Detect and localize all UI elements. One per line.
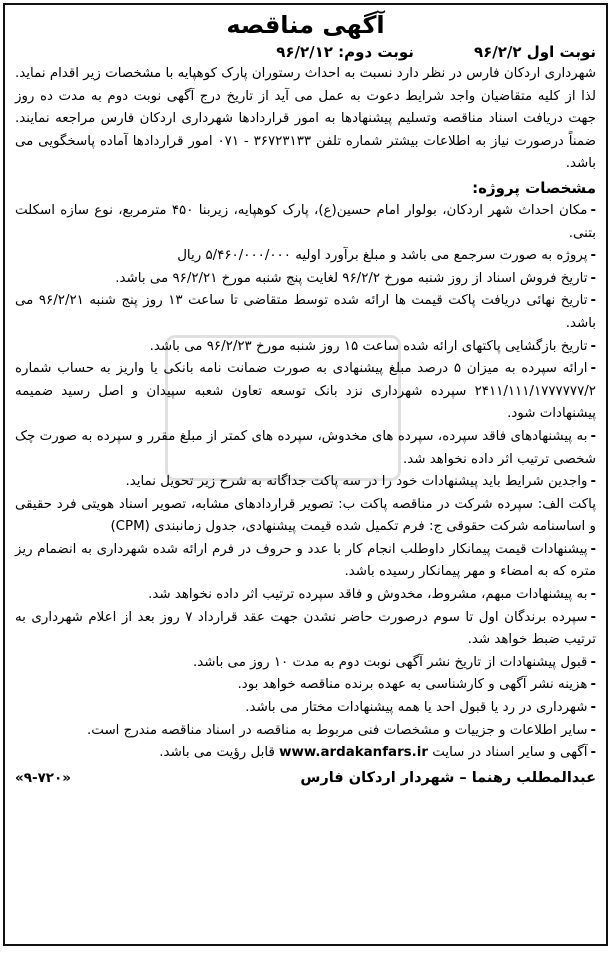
intro-paragraph: شهرداری اردکان فارس در نظر دارد نسبت به احداث رستوران پارک کوهپایه با مشخصات زیر اقدام نماید. لذا از کلیه متقاضیان واجد شرایط دعوت به عمل می آید از تاریخ درج آگهی نوبت دوم به مدت ده روز جهت دریافت اسناد مناقصه وتسلیم پیشنهادها به امور قراردادها شهرداری اردکان فارس مراجعه نمایند. ضمناً درصورت نیاز به اطلاعات بیشتر شماره تلفن ۳۶۷۲۳۱۳۳ - ۰۷۱ امور قراردادها آماده پاسخگویی می باشد. bbox=[15, 66, 596, 172]
list-item: -سپرده برندگان اول تا سوم درصورت حاضر نشدن جهت عقد قرارداد ۷ روز بعد از اعلام شهرداری به ترتیب ضبط خواهد شد. bbox=[15, 609, 597, 648]
list-item: -شهرداری در رد یا قبول احد یا همه پیشنهادات مختار می باشد. bbox=[245, 700, 596, 716]
notice-code: «۹-۷۲۰» bbox=[15, 769, 72, 786]
website-prefix: آگهی و سایر اسناد در سایت bbox=[432, 745, 588, 761]
list-item: -هزینه نشر آگهی و کارشناسی به عهده برنده مناقصه خواهد بود. bbox=[237, 677, 596, 693]
tender-notice bbox=[3, 3, 608, 946]
website-link[interactable]: www.ardakanfars.ir bbox=[279, 745, 428, 761]
round-first: نوبت اول ۹۶/۲/۲ bbox=[473, 43, 596, 61]
list-item: -تاریخ فروش اسناد از روز شنبه مورخ ۹۶/۲/۲ لغایت پنج شنبه مورخ ۹۶/۲/۲۱ می باشد. bbox=[115, 270, 596, 286]
list-item: -تاریخ نهائی دریافت پاکت قیمت ها ارائه شده توسط متقاضی تا ساعت ۱۳ روز پنج شنبه ۹۶/۲/۲۱ می باشد. bbox=[15, 293, 596, 331]
notice-title: آگهی مناقصه bbox=[226, 11, 385, 39]
packets-paragraph: پاکت الف: سپرده شرکت در مناقصه پاکت ب: تصویر قراردادهای مشابه، تصویر اسناد هویتی فرد حقیقی و اساسنامه شرکت حقوقی ج: فرم تکمیل شده قیمت پیشنهادی، جدول زمانبندی (CPM) bbox=[15, 496, 596, 535]
signature: عبدالمطلب رهنما – شهردار اردکان فارس bbox=[300, 769, 596, 786]
notice-footer bbox=[15, 766, 596, 790]
list-item: -پروژه به صورت سرجمع می باشد و مبلغ برآورد اولیه ۵/۴۶۰/۰۰۰/۰۰۰ ریال bbox=[177, 248, 596, 264]
list-item: -به پیشنهادات مبهم، مشروط، مخدوش و فاقد سپرده ترتیب اثر داده نخواهد شد. bbox=[148, 587, 596, 603]
publication-rounds bbox=[15, 41, 596, 63]
website-line: -آگهی و سایر اسناد در سایت www.ardakanfars.ir قابل رؤیت می باشد. bbox=[159, 745, 596, 761]
list-item: -قبول پیشنهادات از تاریخ نشر آگهی نوبت دوم به مدت ۱۰ روز می باشد. bbox=[192, 654, 596, 670]
section-title: مشخصات پروژه: bbox=[472, 178, 596, 197]
list-item: -سایر اطلاعات و جزییات و مشخصات فنی مربوط به مناقصه در اسناد مناقصه مندرج است. bbox=[87, 722, 596, 738]
round-second: نوبت دوم: ۹۶/۲/۱۲ bbox=[276, 43, 414, 61]
website-suffix: قابل رؤیت می باشد. bbox=[159, 745, 275, 761]
list-item: -تاریخ بازگشایی پاکتهای ارائه شده ساعت ۱۵ روز شنبه مورخ ۹۶/۲/۲۳ می باشد. bbox=[149, 338, 596, 354]
list-item: -مکان احداث شهر اردکان، بولوار امام حسین(ع)، پارک کوهپایه، زیربنا ۴۵۰ مترمربع، نوع سازه اسکلت بتنی. bbox=[15, 202, 597, 241]
project-specs-list bbox=[15, 200, 596, 494]
conditions-list bbox=[15, 539, 596, 765]
list-item: -به پیشنهادهای فاقد سپرده، سپرده های مخدوش، سپرده های کمتر از مبلغ مقرر و سپرده به صورت چک شخصی ترتیب اثر داده نخواهد شد. bbox=[15, 428, 596, 467]
list-item: -پیشنهادات قیمت پیمانکار داوطلب انجام کار با عدد و حروف در فرم ارائه شده شهرداری به انضمام ریز متره که به امضاء و مهر پیمانکار رسیده باشد. bbox=[15, 541, 596, 580]
list-item: -ارائه سپرده به میزان ۵ درصد مبلغ پیشنهادی به صورت ضمانت نامه بانکی یا واریز به حساب شماره ۲۴۱۱/۱۱۱/۱۷۷۷۷۷۷/۲ سپرده شهرداری نزد بانک توسعه تعاون شعبه سپیدان و اصل رسید ضمیمه پیشنهادات شود. bbox=[15, 361, 596, 422]
list-item: -واجدین شرایط باید پیشنهادات خود را در سه پاکت جداگانه به شرح زیر تحویل نماید. bbox=[125, 474, 596, 490]
